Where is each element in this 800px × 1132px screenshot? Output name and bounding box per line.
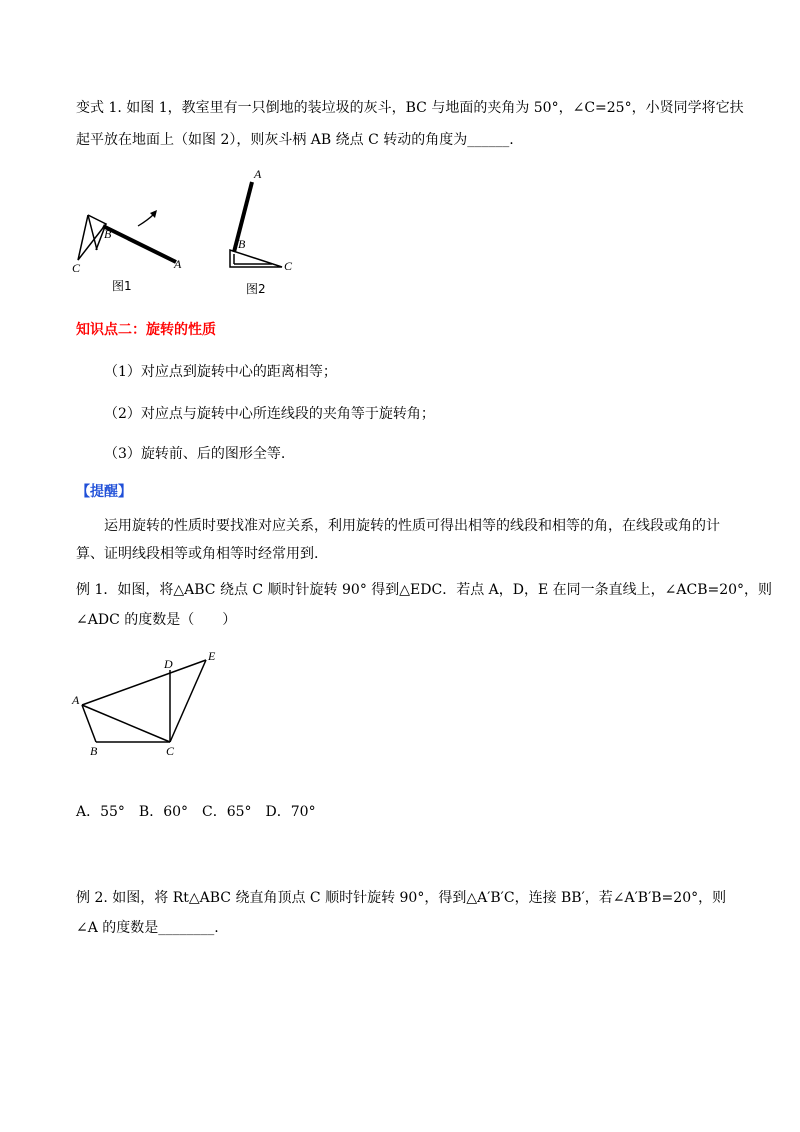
- fig3-seg-ae: [82, 660, 206, 705]
- fig1-label-c: C: [72, 261, 81, 275]
- example1-options: A．55° B．60° C．65° D．70°: [76, 804, 316, 820]
- reminder-line1: 运用旋转的性质时要找准对应关系，利用旋转的性质可得出相等的线段和相等的角，在线段或角的计: [104, 518, 720, 534]
- example2-line2: ∠A 的度数是________.: [76, 920, 219, 936]
- knowledge-heading: 知识点二：旋转的性质: [76, 322, 216, 338]
- fig2-label-b: B: [238, 237, 246, 251]
- fig3-seg-ec: [170, 660, 206, 742]
- example1-line2: ∠ADC 的度数是（ ）: [76, 612, 237, 628]
- example1-line1: 例 1．如图，将△ABC 绕点 C 顺时针旋转 90° 得到△EDC．若点 A，D，E 在同一条直线上，∠ACB=20°，则: [76, 582, 773, 598]
- fig1-caption: 图1: [112, 279, 132, 293]
- fig3-seg-ac: [82, 705, 170, 742]
- variant1-line1: 变式 1. 如图 1，教室里有一只倒地的装垃圾的灰斗，BC 与地面的夹角为 50°，∠C=25°，小贤同学将它扶: [76, 100, 744, 116]
- fig3-label-d: D: [164, 657, 173, 671]
- fig3-label-a: A: [72, 693, 80, 707]
- example2-line1: 例 2. 如图，将 Rt△ABC 绕直角顶点 C 顺时针旋转 90°，得到△A′B′C，连接 BB′，若∠A′B′B=20°，则: [76, 890, 727, 906]
- fig2-caption: 图2: [246, 282, 266, 296]
- variant1-line2: 起平放在地面上（如图 2），则灰斗柄 AB 绕点 C 转动的角度为______.: [76, 132, 514, 148]
- fig2-label-a: A: [254, 167, 262, 181]
- fig1-label-a: A: [174, 257, 182, 271]
- knowledge-item-3: （3）旋转前、后的图形全等.: [104, 446, 286, 462]
- reminder-line2: 算、证明线段相等或角相等时经常用到.: [76, 546, 319, 562]
- fig2-label-c: C: [284, 259, 293, 273]
- fig3-label-e: E: [208, 649, 216, 663]
- fig3-label-b: B: [90, 744, 98, 758]
- knowledge-item-1: （1）对应点到旋转中心的距离相等；: [104, 364, 337, 380]
- fig3-label-c: C: [166, 744, 175, 758]
- figure-3: [0, 0, 260, 770]
- reminder-title: 【提醒】: [76, 484, 132, 500]
- knowledge-item-2: （2）对应点与旋转中心所连线段的夹角等于旋转角；: [104, 406, 435, 422]
- fig1-label-b: B: [104, 227, 112, 241]
